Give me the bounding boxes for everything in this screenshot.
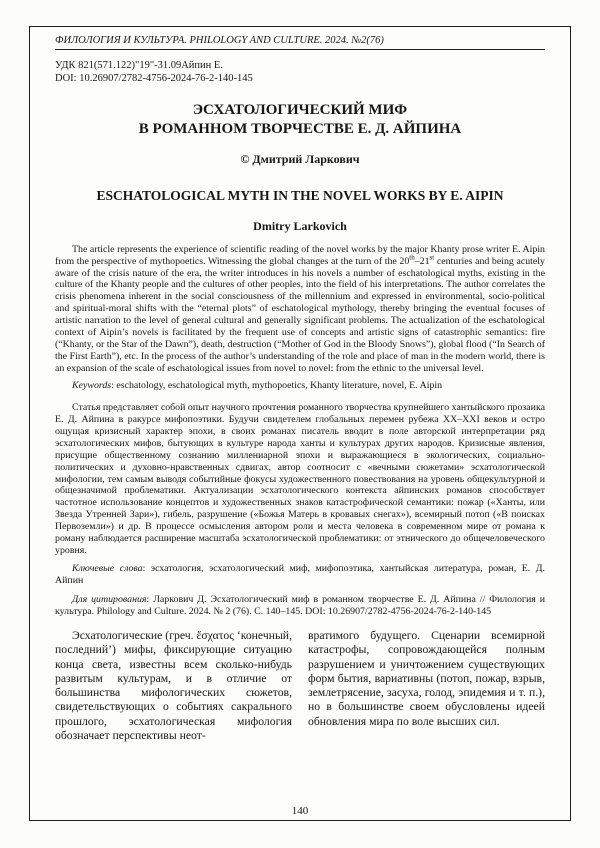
abstract-ru: Статья представляет собой опыт научного прочтения романного творчества крупнейшего хантыйского прозаика Е. Д. Айпина в ракурсе мифопоэтики. Будучи свидетелем глобальных перемен рубежа XX–XXI веков и остро ощущая кризисный характер эпохи, в своих романах писатель вводит в поле авторской интерпретации ряд эсхатологических мифов, бытующих в культуре народа ханты и культурах других народов. Кризисные явления, присущие общественному сознанию миллениарной эпохи и выражающиеся в экологических, социально-политических и духовно-нравственных сдвигах, автор соотносит с «вечными сюжетами» эсхатологической мифологии, тем самым выводя событийные фокусы художественного повествования на уровень общекультурной и общезначимой проблематики. Актуализации эсхатологического контекста айпинских романов способствует частотное использование концептов и художественных знаков катастрофической семантики: пожар («Ханты, или Звезда Утренней Зари»), гибель, разрушение («Божья Матерь в кровавых снегах»), всемирный потоп («В поисках Первоземли») и др. В процессе осмысления автором роли и места человека в современном мире от романа к роману наблюдается расширение масштаба эсхатологической проблематики: от этнического до общечеловеческого уровня.: [55, 402, 545, 556]
page-number: 140: [291, 805, 309, 817]
body-two-columns: [55, 629, 545, 743]
body-column-left: Эсхатологические (греч. ἔσχατος ‘конечный, последний’) мифы, фиксирующие ситуацию конца света, известны всем сколько-нибудь развитым культурам, и в отличие от большинства мифологических сюжетов, свидетельствующих о событиях сакрального прошлого, эсхатологическая мифология обозначает перспективы неот-: [55, 629, 292, 742]
author-ru: © Дмитрий Ларкович: [240, 151, 360, 166]
author-en: Dmitry Larkovich: [253, 218, 347, 233]
udk-line: УДК 821(571.122)"19"-31.09Айпин Е.: [55, 60, 223, 71]
article-title-ru-line2: В РОМАННОМ ТВОРЧЕСТВЕ Е. Д. АЙПИНА: [138, 121, 462, 137]
keywords-en-label: Keywords: [72, 380, 112, 392]
journal-running-head: ФИЛОЛОГИЯ И КУЛЬТУРА. PHILOLOGY AND CULTURE. 2024. №2(76): [55, 35, 384, 46]
page-border: [29, 26, 571, 821]
article-title-ru: [55, 101, 545, 139]
keywords-en: [55, 380, 545, 392]
keywords-ru-label: Ключевые слова: [72, 562, 143, 574]
citation-text: : Ларкович Д. Эсхатологический миф в романном творчестве Е. Д. Айпина // Филология и культура. Philology and Culture. 2024. № 2 (76). С. 140–145. DOI: 10.26907/2782-4756-2024-76-2-140-145: [55, 594, 545, 618]
keywords-ru-text: : эсхатология, эсхатологический миф, мифопоэтика, хантыйская литература, роман, Е. Д. Айпин: [55, 562, 545, 586]
doi-line: DOI: 10.26907/2782-4756-2024-76-2-140-145: [55, 73, 253, 85]
abstract-en: [55, 244, 545, 375]
article-title-ru-line1: ЭСХАТОЛОГИЧЕСКИЙ МИФ: [192, 102, 408, 119]
citation-label: Для цитирования: [72, 594, 147, 606]
abstract-en-part2: –21: [414, 255, 430, 267]
header-divider: [55, 49, 545, 50]
abstract-en-sup2: st: [429, 253, 435, 262]
abstract-en-sup1: th: [409, 253, 415, 262]
article-title-en: ESCHATOLOGICAL MYTH IN THE NOVEL WORKS BY E. AIPIN: [96, 187, 504, 203]
abstract-en-part3: centuries and being acutely aware of the crisis nature of the era, the writer introduces in his novels a number of eschatological myths, existing in the culture of the Khanty people and the cultures of other peoples, into the field of his interpretations. The author correlates the crisis phenomena inherent in the social consciousness of the millennium and expressed in environmental, socio-political and spiritual-moral shifts with the “eternal plots” of eschatological mythology, thereby bringing the eventual focuses of artistic narration to the level of general cultural and generally significant problems. The actualization of the eschatological context of Aipin’s novels is facilitated by the frequent use of concepts and artistic signs of catastrophic semantics: fire (“Khanty, or the Star of the Dawn”), death, destruction (“Mother of God in the Bloody Snows”), global flood (“In Search of the First Earth”), etc. In the process of the author’s understanding of the role and place of man in the modern world, there is an expansion of the scale of eschatological issues from novel to novel: from the ethnic to the universal level.: [55, 255, 545, 374]
keywords-ru: [55, 563, 545, 587]
citation-block: [55, 594, 545, 618]
body-column-right: вратимого будущего. Сценарии всемирной катастрофы, сопровождающейся полным разрушением и уничтожением существующих форм бытия, вариативны (потоп, пожар, взрыв, землетрясение, засуха, голод, эпидемия и т. п.), но в большинстве своем обусловлены идеей обновления мира по воле высших сил.: [308, 629, 545, 728]
abstract-en-part1: The article represents the experience of scientific reading of the novel works by the major Khanty prose writer E. Aipin from the perspective of mythopoetics. Witnessing the global changes at the turn of the 20: [55, 243, 545, 267]
keywords-en-text: : eschatology, eschatological myth, mythopoetics, Khanty literature, novel, E. Aipin: [111, 380, 443, 392]
